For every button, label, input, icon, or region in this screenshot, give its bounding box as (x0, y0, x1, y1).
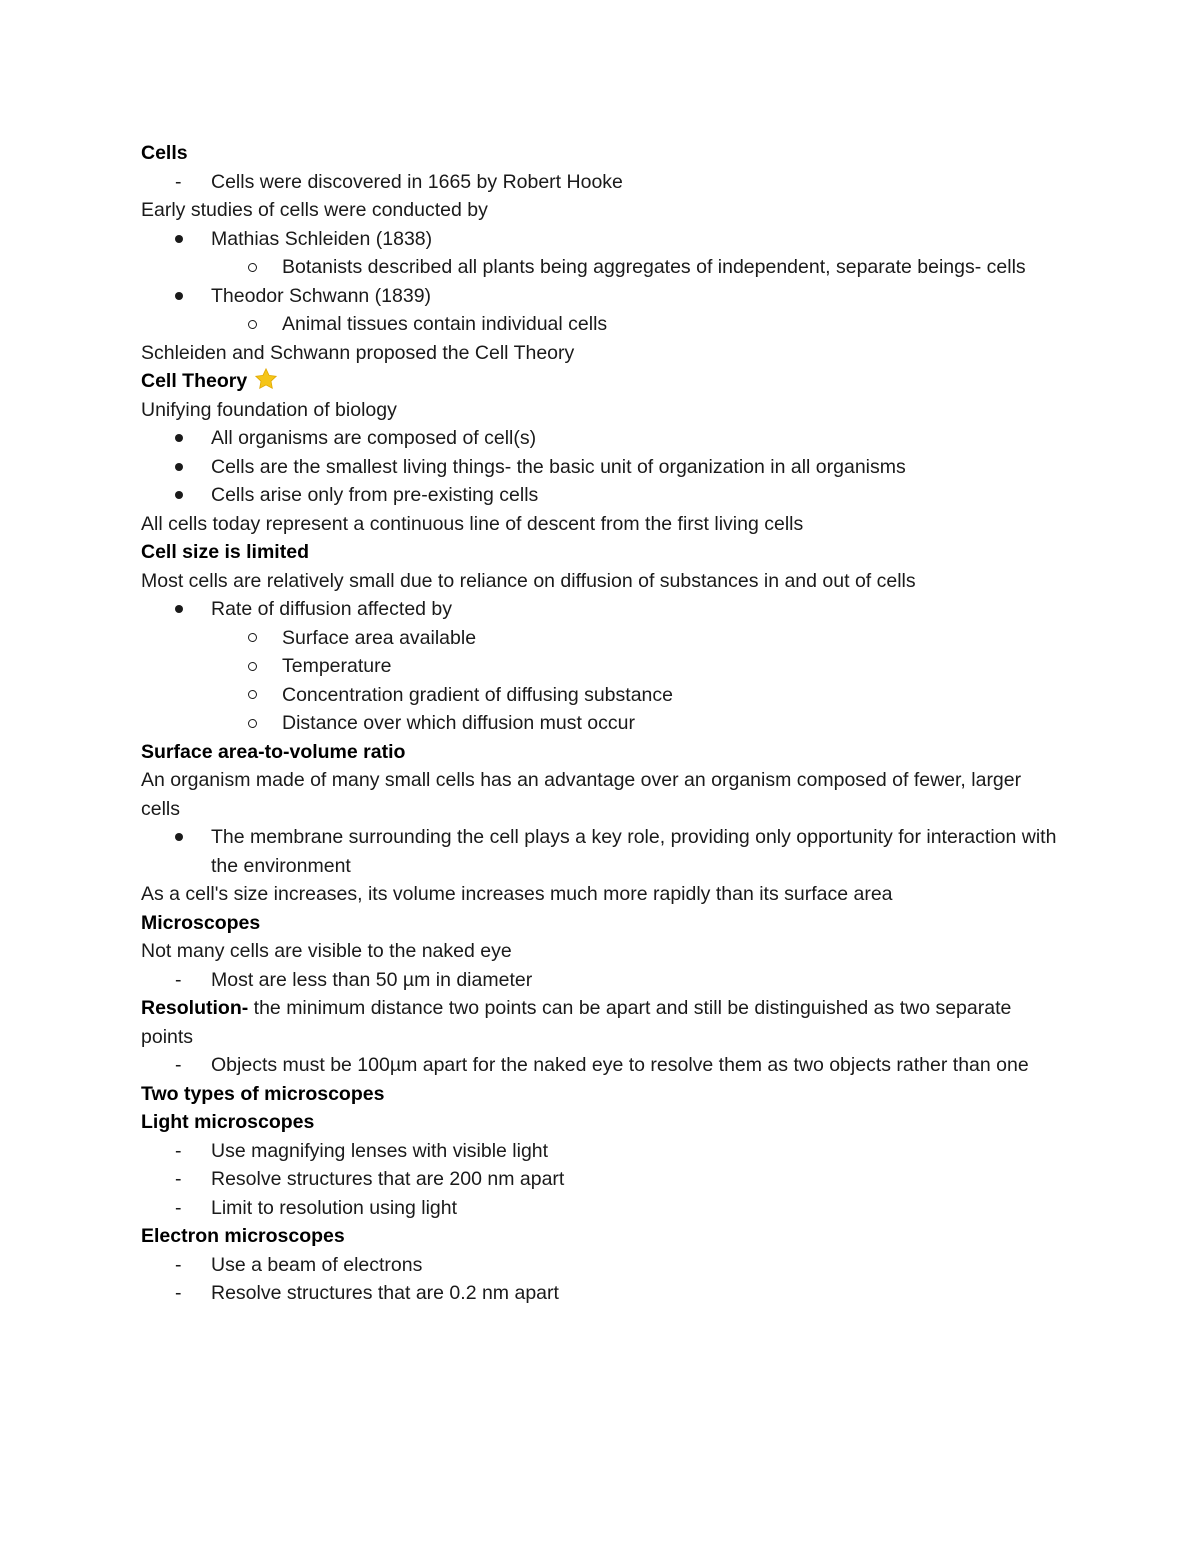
list-item (141, 1165, 1061, 1194)
bullet-icon (175, 595, 205, 624)
paragraph (141, 994, 1061, 1051)
section-heading (141, 538, 1061, 567)
heading-text: Cell size is limited (141, 541, 309, 563)
bullet-icon (175, 453, 205, 482)
paragraph (141, 196, 1061, 225)
dash-bullet: - (175, 1282, 182, 1304)
paragraph-text: Unifying foundation of biology (141, 398, 397, 421)
hollow-bullet-icon (248, 681, 278, 710)
list-item-text: Mathias Schleiden (1838) (211, 227, 433, 250)
paragraph (141, 880, 1061, 909)
paragraph-text: All cells today represent a continuous line of descent from the first living cells (141, 512, 804, 535)
list-item (141, 595, 1061, 624)
paragraph-text: Most cells are relatively small due to reliance on diffusion of substances in and out of cells (141, 569, 916, 592)
dash-bullet: - (175, 1054, 182, 1076)
list-item-text: Distance over which diffusion must occur (282, 712, 635, 734)
list-item (141, 310, 1061, 339)
bullet-icon (175, 282, 205, 311)
heading-text: Electron microscopes (141, 1225, 345, 1247)
list-item (141, 253, 1061, 282)
list-item (141, 481, 1061, 510)
bullet-icon (175, 424, 205, 453)
list-item-text: Use magnifying lenses with visible light (211, 1139, 549, 1162)
paragraph (141, 396, 1061, 425)
section-heading (141, 367, 1061, 396)
heading-text: Two types of microscopes (141, 1082, 385, 1105)
hollow-bullet-icon (248, 624, 278, 653)
list-item-text: Surface area available (282, 626, 477, 649)
bullet-icon (175, 225, 205, 254)
paragraph-text: the minimum distance two points can be apart and still be distinguished as two separate points (141, 997, 1012, 1048)
list-item (141, 1194, 1061, 1223)
list-item-text: All organisms are composed of cell(s) (211, 427, 537, 449)
document-body (141, 139, 1061, 1308)
dash-bullet: - (175, 170, 182, 193)
star-icon (253, 367, 279, 391)
section-heading (141, 1080, 1061, 1109)
section-heading (141, 909, 1061, 938)
heading-text: Cell Theory (141, 370, 248, 392)
list-item (141, 424, 1061, 453)
paragraph (141, 339, 1061, 368)
term-label: Resolution- (141, 997, 249, 1019)
heading-text: Surface area-to-volume ratio (141, 740, 406, 763)
list-item-text: Use a beam of electrons (211, 1253, 423, 1276)
list-item-text: Rate of diffusion affected by (211, 598, 453, 620)
list-item-text: Cells are the smallest living things- the basic unit of organization in all organisms (211, 455, 906, 478)
list-item (141, 1251, 1061, 1280)
list-item-text: Concentration gradient of diffusing substance (282, 683, 673, 706)
paragraph-text: Not many cells are visible to the naked eye (141, 940, 512, 962)
paragraph-text: An organism made of many small cells has an advantage over an organism composed of fewer, larger cells (141, 769, 1022, 820)
heading-text: Light microscopes (141, 1111, 315, 1133)
list-item (141, 1137, 1061, 1166)
list-item-text: Cells arise only from pre-existing cells (211, 484, 539, 506)
list-item (141, 168, 1061, 197)
bullet-icon (175, 481, 205, 510)
list-item-text: Cells were discovered in 1665 by Robert Hooke (211, 170, 623, 193)
dash-bullet: - (175, 1139, 182, 1162)
paragraph (141, 766, 1061, 823)
heading-text: Microscopes (141, 911, 261, 934)
dash-bullet: - (175, 1168, 182, 1190)
list-item-text: Objects must be 100µm apart for the naked eye to resolve them as two objects rather than one (211, 1054, 1029, 1076)
list-item (141, 624, 1061, 653)
section-heading (141, 1222, 1061, 1251)
list-item-text: Most are less than 50 µm in diameter (211, 968, 533, 991)
list-item (141, 1279, 1061, 1308)
paragraph (141, 510, 1061, 539)
list-item (141, 966, 1061, 995)
list-item (141, 652, 1061, 681)
list-item-text: Theodor Schwann (1839) (211, 284, 432, 307)
hollow-bullet-icon (248, 310, 278, 339)
list-item (141, 681, 1061, 710)
dash-bullet: - (175, 1253, 182, 1276)
list-item-text: Animal tissues contain individual cells (282, 313, 608, 335)
paragraph (141, 937, 1061, 966)
list-item (141, 823, 1061, 880)
section-heading (141, 1108, 1061, 1137)
hollow-bullet-icon (248, 652, 278, 681)
list-item (141, 282, 1061, 311)
hollow-bullet-icon (248, 253, 278, 282)
bullet-icon (175, 823, 205, 852)
paragraph-text: As a cell's size increases, its volume increases much more rapidly than its surface area (141, 883, 893, 905)
list-item-text: Limit to resolution using light (211, 1196, 458, 1219)
dash-bullet: - (175, 968, 182, 991)
hollow-bullet-icon (248, 709, 278, 738)
section-heading (141, 738, 1061, 767)
list-item-text: Resolve structures that are 0.2 nm apart (211, 1282, 559, 1304)
list-item-text: The membrane surrounding the cell plays a key role, providing only opportunity for interaction with the environment (211, 826, 1057, 877)
list-item (141, 709, 1061, 738)
list-item-text: Temperature (282, 655, 392, 677)
paragraph-text: Schleiden and Schwann proposed the Cell Theory (141, 341, 575, 364)
list-item (141, 1051, 1061, 1080)
list-item (141, 453, 1061, 482)
section-heading (141, 139, 1061, 168)
paragraph-text: Early studies of cells were conducted by (141, 199, 488, 221)
dash-bullet: - (175, 1196, 182, 1219)
list-item-text: Resolve structures that are 200 nm apart (211, 1168, 565, 1190)
list-item (141, 225, 1061, 254)
heading-text: Cells (141, 142, 188, 164)
list-item-text: Botanists described all plants being aggregates of independent, separate beings- cells (282, 256, 1026, 278)
paragraph (141, 567, 1061, 596)
